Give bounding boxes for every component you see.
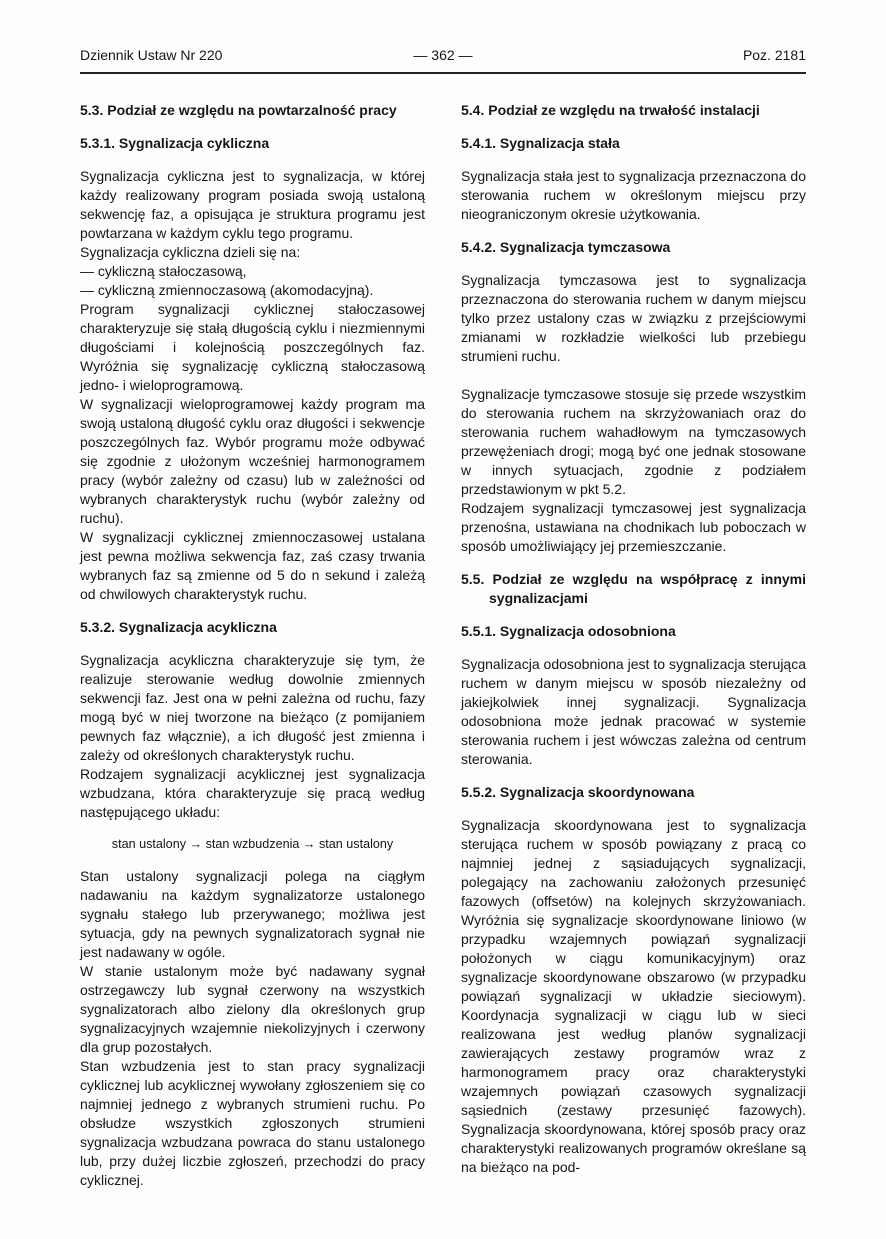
paragraph: Sygnalizacje tymczasowe stosuje się przede wszystkim do sterowania ruchem na skrzyżowaniach oraz do sterowania ruchem wahadłowym na tymczasowych przewężeniach drogi; mogą być one jednak stosowane w innych sytuacjach, zgodnie z podziałem przedstawionym w pkt 5.2. [461, 386, 806, 497]
journal-title: Dziennik Ustaw Nr 220 [80, 47, 223, 63]
paragraph: Stan wzbudzenia jest to stan pracy sygnalizacji cyklicznej lub acyklicznej wywołany zgłoszeniem się co najmniej jednego z wybranych strumieni ruchu. Po obsłudze wszystkich zgłoszonych strumieni sygnalizacja wzbudzana powraca do stanu ustalonego lub, przy dużej liczbie zgłoszeń, przechodzi do pracy cyklicznej. [80, 1058, 425, 1188]
page-header [80, 47, 806, 74]
subsection-heading: 5.4.1. Sygnalizacja stała [461, 135, 620, 151]
paragraph: W stanie ustalonym może być nadawany sygnał ostrzegawczy lub sygnał czerwony na wszystkich sygnalizatorach albo zielony dla określonych grup sygnalizacyjnych wzajemnie niekolizyjnych i czerwony dla grup pozostałych. [80, 963, 425, 1055]
list-item: — cykliczną stałoczasową, [80, 263, 247, 279]
document-body [80, 101, 806, 1190]
state-formula: stan ustalony → stan wzbudzenia → stan ustalony [111, 837, 394, 851]
paragraph: Sygnalizacja skoordynowana jest to sygnalizacja sterująca ruchem w sposób powiązany z pracą co najmniej jednej z sąsiadujących sygnalizacji, polegający na zachowaniu założonych przesunięć fazowych (offsetów) na kolejnych skrzyżowaniach. Wyróżnia się sygnalizacje skoordynowane liniowo (w przypadku wzajemnych powiązań sygnalizacji położonych w ciągu komunikacyjnym) oraz sygnalizacje skoordynowane obszarowo (w przypadku powiązań sygnalizacji w układzie sieciowym). Koordynacja sygnalizacji w ciągu lub w sieci realizowana jest według planów sygnalizacji zawierających zestawy programów wraz z harmonogramem pracy oraz charakterystyki wzajemnych powiązań czasowych sygnalizacji sąsiednich (zestawy przesunięć fazowych). Sygnalizacja skoordynowana, której sposób pracy oraz charakterystyki realizowanych programów określane są na bieżąco na pod- [461, 817, 806, 1175]
paragraph: Program sygnalizacji cyklicznej stałoczasowej charakteryzuje się stałą długością cyklu i niezmiennymi długościami i kolejnością poszczególnych faz. Wyróżnia się sygnalizację cykliczną stałoczasową jedno- i wieloprogramową. [80, 301, 425, 393]
paragraph: W sygnalizacji cyklicznej zmiennoczasowej ustalana jest pewna możliwa sekwencja faz, zaś czasy trwania wybranych faz są zmienne od 5 do n sekund i zależą od chwilowych charakterystyk ruchu. [80, 529, 425, 602]
subsection-heading: 5.4.2. Sygnalizacja tymczasowa [461, 239, 671, 255]
subsection-heading: 5.5.1. Sygnalizacja odosobniona [461, 623, 676, 639]
paragraph: Sygnalizacja odosobniona jest to sygnalizacja sterująca ruchem w danym miejscu w sposób niezależny od jakiejkolwiek innej sygnalizacji. Sygnalizacja odosobniona może jednak pracować w systemie sterowania ruchem i jest wówczas zależna od centrum sterowania. [461, 656, 806, 767]
paragraph: Sygnalizacja tymczasowa jest to sygnalizacja przeznaczona do sterowania ruchem w danym miejscu tylko przez ustalony czas w związku z przejściowymi zmianami w rozkładzie wielkości lub przebiegu strumieni ruchu. [461, 272, 806, 364]
paragraph: Sygnalizacja cykliczna dzieli się na: [80, 244, 301, 260]
subsection-heading: 5.5.2. Sygnalizacja skoordynowana [461, 784, 695, 800]
paragraph: W sygnalizacji wieloprogramowej każdy program ma swoją ustaloną długość cyklu oraz długości i sekwencje poszczególnych faz. Wybór programu może odbywać się zgodnie z ułożonym wcześniej harmonogramem pracy (wybór zależny od czasu) lub w zależności od wybranych charakterystyk ruchu (wybór zależny od ruchu). [80, 396, 425, 526]
paragraph: Sygnalizacja stała jest to sygnalizacja przeznaczona do sterowania ruchem w określonym miejscu przy nieograniczonym okresie użytkowania. [461, 168, 806, 222]
list-item: — cykliczną zmiennoczasową (akomodacyjną). [80, 282, 374, 298]
subsection-heading: 5.3.2. Sygnalizacja acykliczna [80, 619, 277, 635]
right-column [461, 101, 806, 1190]
paragraph: Rodzajem sygnalizacji acyklicznej jest sygnalizacja wzbudzana, która charakteryzuje się pracą według następującego układu: [80, 766, 425, 820]
paragraph: Rodzajem sygnalizacji tymczasowej jest sygnalizacja przenośna, ustawiana na chodnikach lub poboczach w sposób umożliwiający jej przemieszczanie. [461, 500, 806, 554]
paragraph: Sygnalizacja acykliczna charakteryzuje się tym, że realizuje sterowanie według dowolnie zmiennych sekwencji faz. Jest ona w pełni zależna od ruchu, fazy mogą być w niej tworzone na bieżąco (z pomijaniem pewnych faz włącznie), a ich długość jest zmienna i zależy od określonych charakterystyk ruchu. [80, 652, 425, 763]
page-number: — 362 — [413, 47, 473, 63]
section-heading: 5.4. Podział ze względu na trwałość instalacji [461, 102, 760, 118]
section-heading: 5.3. Podział ze względu na powtarzalność pracy [80, 102, 397, 118]
section-heading: 5.5. Podział ze względu na współpracę z innymi sygnalizacjami [461, 571, 806, 606]
subsection-heading: 5.3.1. Sygnalizacja cykliczna [80, 135, 270, 151]
paragraph: Sygnalizacja cykliczna jest to sygnalizacja, w której każdy realizowany program posiada swoją ustaloną sekwencję faz, a opisująca je struktura programu jest powtarzana w każdym cyklu tego programu. [80, 168, 425, 241]
position-number: Poz. 2181 [742, 47, 806, 63]
paragraph: Stan ustalony sygnalizacji polega na ciągłym nadawaniu na każdym sygnalizatorze ustalonego sygnału stałego lub przerywanego; możliwa jest sytuacja, gdy na pewnych sygnalizatorach sygnał nie jest nadawany w ogóle. [80, 868, 425, 960]
left-column [80, 101, 425, 1190]
